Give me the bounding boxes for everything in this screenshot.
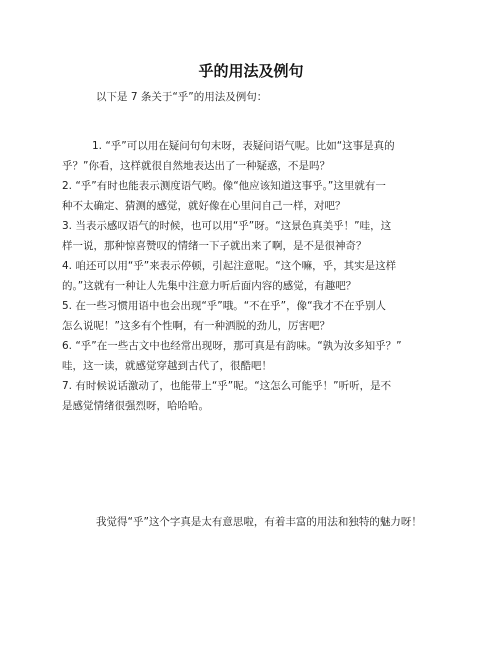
intro-paragraph: 以下是 7 条关于“乎”的用法及例句： [96,91,268,103]
list-item-line: 3. 当表示感叹语气的时候，也可以用“乎”呀。“这景色真美乎！”哇，这 [62,220,392,232]
page-title: 乎的用法及例句 [198,62,304,80]
list-item-line: 6. “乎”在一些古文中也经常出现呀，那可真是有韵味。“孰为汝多知乎？” [62,340,402,352]
list-item-line: 1. “乎”可以用在疑问句句末呀，表疑问语气呢。比如“这事是真的 [92,140,395,152]
list-item-line: 哇，这一读，就感觉穿越到古代了，很酷吧！ [62,360,272,372]
list-item [62,176,442,216]
list-item [62,336,442,376]
list-item [62,296,442,336]
list-item-line: 2. “乎”有时也能表示测度语气哟。像“他应该知道这事乎。”这里就有一 [62,180,386,192]
list-item-line: 5. 在一些习惯用语中也会出现“乎”哦。“不在乎”，像“我才不在乎别人 [62,300,387,312]
closing-paragraph: 我觉得“乎”这个字真是太有意思啦，有着丰富的用法和独特的魅力呀！ [96,516,422,528]
list-item-line: 怎么说呢！”这多有个性啊，有一种洒脱的劲儿，厉害吧？ [62,320,330,332]
list-item-line: 种不太确定、猜测的感觉，就好像在心里问自己一样，对吧？ [62,200,346,212]
list-item-line: 乎？”你看，这样就很自然地表达出了一种疑惑，不是吗？ [62,160,330,172]
list-item-line: 样一说，那种惊喜赞叹的情绪一下子就出来了啊，是不是很神奇？ [62,240,367,252]
list-item [62,136,442,176]
list-item-line: 是感觉情绪很强烈呀，哈哈哈。 [62,400,209,412]
list-item [62,216,442,256]
list-item-line: 7. 有时候说话激动了，也能带上“乎”呢。“这怎么可能乎！”听听，是不 [62,380,392,392]
list-item [62,256,442,296]
list-item [62,376,442,416]
list-item-line: 的。”这就有一种让人先集中注意力听后面内容的感觉，有趣吧？ [62,280,357,292]
list-item-line: 4. 咱还可以用“乎”来表示停顿，引起注意呢。“这个嘛，乎，其实是这样 [62,260,397,272]
usage-list [62,136,442,416]
